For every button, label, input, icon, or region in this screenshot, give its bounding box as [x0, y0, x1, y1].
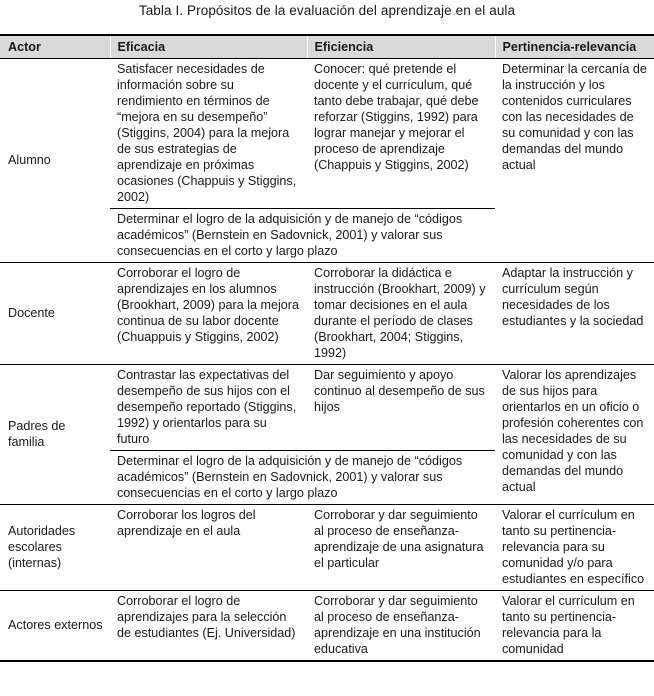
cell-pertinencia: Valorar el currículum en tanto su pertinencia-relevancia para su comunidad y/o para estudiantes en específico	[495, 505, 654, 591]
table-row	[0, 365, 654, 451]
actor-alumno: Alumno	[0, 59, 110, 263]
cell-eficiencia: Corroborar la didáctica e instrucción (Brookhart, 2009) y tomar decisiones en el aula durante el período de clases (Brookhart, 2004; Stiggins, 1992)	[307, 263, 495, 365]
table-row	[0, 59, 654, 209]
header-pertinencia: Pertinencia-relevancia	[495, 35, 654, 59]
cell-eficacia: Corroborar los logros del aprendizaje en el aula	[110, 505, 307, 591]
cell-eficacia: Satisfacer necesidades de información sobre su rendimiento en términos de “mejora en su desempeño” (Stiggins, 2004) para la mejora de sus estrategias de aprendizaje en próximas ocasiones (Chappuis y Stiggins, 2002)	[110, 59, 307, 209]
table-row	[0, 591, 654, 662]
cell-pertinencia: Adaptar la instrucción y currículum según necesidades de los estudiantes y la sociedad	[495, 263, 654, 365]
cell-pertinencia: Valorar los aprendizajes de sus hijos para orientarlos en un oficio o profesión coherentes con las necesidades de su comunidad y con las demandas del mundo actual	[495, 365, 654, 505]
header-eficiencia: Eficiencia	[307, 35, 495, 59]
cell-shared: Determinar el logro de la adquisición y de manejo de “códigos académicos” (Bernstein en Sadovnick, 2001) y valorar sus consecuencias en el corto y largo plazo	[110, 451, 495, 505]
cell-pertinencia: Determinar la cercanía de la instrucción y los contenidos curriculares con las necesidades de su comunidad y con las demandas del mundo actual	[495, 59, 654, 263]
actor-padres: Padres de familia	[0, 365, 110, 505]
cell-eficacia: Contrastar las expectativas del desempeño de sus hijos con el desempeño reportado (Stiggins, 1992) y orientarlos para su futuro	[110, 365, 307, 451]
cell-eficiencia: Dar seguimiento y apoyo continuo al desempeño de sus hijos	[307, 365, 495, 451]
table-row	[0, 263, 654, 365]
table-title: Tabla I. Propósitos de la evaluación del aprendizaje en el aula	[138, 3, 516, 18]
purposes-table	[0, 34, 654, 662]
header-eficacia: Eficacia	[110, 35, 307, 59]
cell-pertinencia: Valorar el currículum en tanto su pertinencia-relevancia para la comunidad	[495, 591, 654, 662]
cell-shared: Determinar el logro de la adquisición y de manejo de “códigos académicos” (Bernstein en Sadovnick, 2001) y valorar sus consecuencias en el corto y largo plazo	[110, 209, 495, 263]
header-row	[0, 35, 654, 59]
actor-externos: Actores externos	[0, 591, 110, 662]
cell-eficiencia: Corroborar y dar seguimiento al proceso de enseñanza-aprendizaje en una institución educativa	[307, 591, 495, 662]
table-row	[0, 505, 654, 591]
header-actor: Actor	[0, 35, 110, 59]
cell-eficiencia: Conocer: qué pretende el docente y el currículum, qué tanto debe trabajar, qué debe reforzar (Stiggins, 1992) para lograr manejar y mejorar el proceso de aprendizaje (Chappuis y Stiggins, 2002)	[307, 59, 495, 209]
actor-autoridades: Autoridades escolares (internas)	[0, 505, 110, 591]
cell-eficacia: Corroborar el logro de aprendizajes para la selección de estudiantes (Ej. Universidad)	[110, 591, 307, 662]
cell-eficiencia: Corroborar y dar seguimiento al proceso de enseñanza-aprendizaje de una asignatura el particular	[307, 505, 495, 591]
actor-docente: Docente	[0, 263, 110, 365]
cell-eficacia: Corroborar el logro de aprendizajes en los alumnos (Brookhart, 2009) para la mejora continua de su labor docente (Chuappuis y Stiggins, 2002)	[110, 263, 307, 365]
